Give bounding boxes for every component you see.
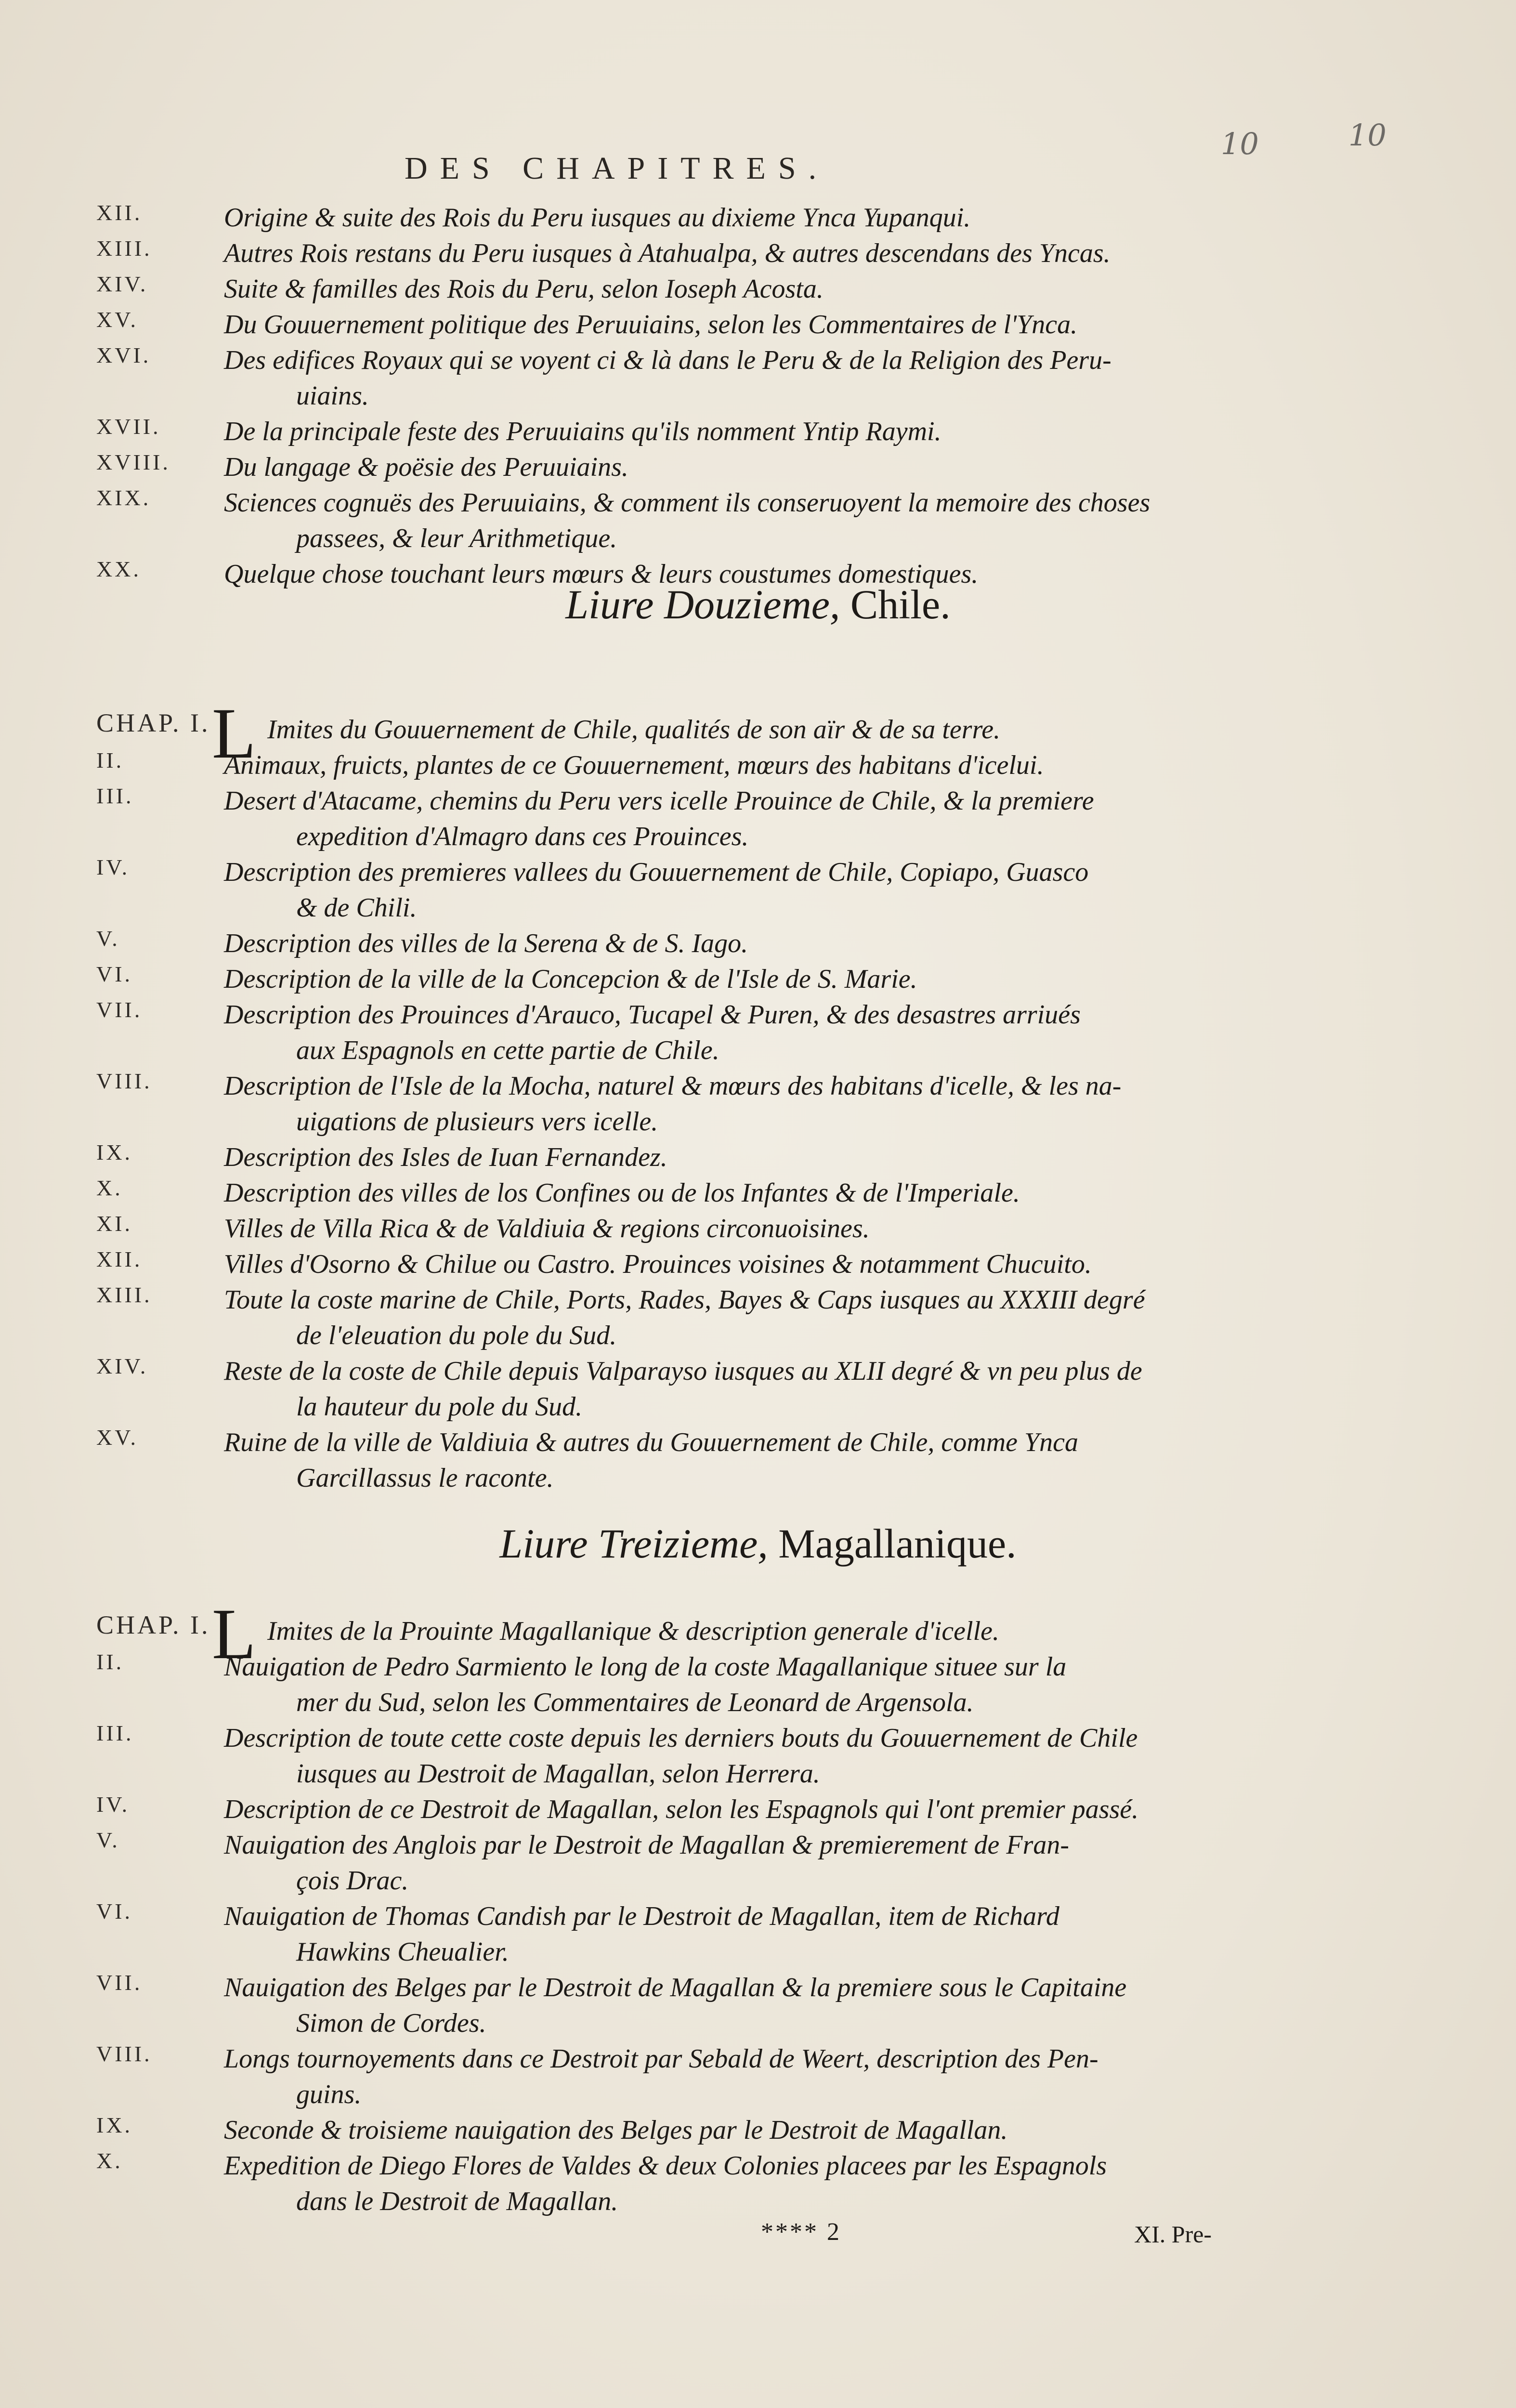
chapter-title-line: Origine & suite des Rois du Peru iusques au dixieme Ynca Yupanqui.	[224, 203, 971, 233]
chapter-title-line: Du langage & poësie des Peruuiains.	[224, 452, 628, 482]
chapter-number: XVII.	[96, 414, 161, 439]
chapter-title-line: Imites du Gouuernement de Chile, qualités de son aïr & de sa terre.	[267, 715, 1001, 745]
chapter-number: VI.	[96, 1899, 133, 1924]
chapter-number: VIII.	[96, 2042, 152, 2066]
chapter-number: VII.	[96, 1970, 143, 1995]
chapter-title-line: Description des premieres vallees du Gouuernement de Chile, Copiapo, Guasco	[224, 857, 1089, 887]
signature-mark: **** 2	[761, 2218, 841, 2246]
chapter-number: XV.	[96, 1425, 139, 1450]
chapter-title	[224, 1211, 1332, 1246]
pencil-folio-mark: 10	[1221, 126, 1259, 161]
chapter-title	[224, 1353, 1332, 1425]
chapter-title	[224, 926, 1332, 961]
chapter-title	[224, 2148, 1332, 2219]
chapter-title	[224, 236, 1332, 271]
chapter-entry	[96, 2112, 1397, 2148]
chapter-title-continuation: expedition d'Almagro dans ces Prouinces.	[296, 822, 749, 851]
book12-place: Chile.	[850, 581, 951, 628]
book13-heading	[0, 1519, 1516, 1568]
chapter-title	[267, 1613, 1375, 1649]
book13-chap-label: CHAP. I.	[96, 1610, 210, 1639]
chapter-title-continuation: Simon de Cordes.	[296, 2008, 486, 2038]
chapter-number: II.	[96, 1649, 124, 1674]
chapter-number: XIV.	[96, 272, 148, 296]
chapter-title-continuation: guins.	[296, 2080, 362, 2109]
chapter-number: XII.	[96, 1247, 143, 1271]
chapter-number: VIII.	[96, 1069, 152, 1093]
chapter-entry	[96, 997, 1397, 1068]
chapter-title-line: Animaux, fruicts, plantes de ce Gouuernement, mœurs des habitans d'icelui.	[224, 750, 1044, 780]
chapter-number: XIII.	[96, 1283, 152, 1307]
chapter-entry	[96, 1827, 1397, 1898]
chapter-title-line: Description des villes de los Confines ou de los Infantes & de l'Imperiale.	[224, 1178, 1020, 1208]
chapter-entry	[96, 1282, 1397, 1353]
chapter-title	[224, 271, 1332, 307]
chapter-title-line: Imites de la Prouinte Magallanique & description generale d'icelle.	[267, 1616, 1000, 1646]
chapter-title-continuation: de l'eleuation du pole du Sud.	[296, 1321, 617, 1350]
chapter-title	[224, 342, 1332, 414]
chapter-title-line: Villes de Villa Rica & de Valdiuia & regions circonuoisines.	[224, 1214, 870, 1243]
chapter-title	[224, 1246, 1332, 1282]
chapter-title-line: Nauigation de Pedro Sarmiento le long de la coste Magallanique situee sur la	[224, 1652, 1067, 1682]
chapter-title	[224, 747, 1332, 783]
chapter-title-continuation: dans le Destroit de Magallan.	[296, 2186, 618, 2216]
book13-title: Liure Treizieme,	[499, 1520, 768, 1567]
chapter-title	[224, 1068, 1332, 1139]
chapter-title-continuation: mer du Sud, selon les Commentaires de Leonard de Argensola.	[296, 1688, 974, 1717]
chapter-title-line: Expedition de Diego Flores de Valdes & deux Colonies placees par les Espagnols	[224, 2151, 1107, 2181]
chapter-list-book13	[96, 1613, 1397, 2219]
chapter-list-book11	[96, 200, 1397, 592]
chapter-title-line: Description de ce Destroit de Magallan, selon les Espagnols qui l'ont premier passé.	[224, 1794, 1139, 1824]
chapter-number: III.	[96, 1721, 134, 1745]
chapter-entry	[96, 854, 1397, 926]
chapter-entry	[96, 1970, 1397, 2041]
book12-drop-initial: L	[212, 694, 256, 773]
chapter-title	[224, 1139, 1332, 1175]
chapter-entry	[96, 783, 1397, 854]
chapter-title	[224, 2041, 1332, 2112]
chapter-title-line: Description de l'Isle de la Mocha, naturel & mœurs des habitans d'icelle, & les na-	[224, 1071, 1122, 1101]
chapter-number: X.	[96, 1176, 123, 1200]
chapter-entry	[96, 1353, 1397, 1425]
chapter-entry	[96, 961, 1397, 997]
chapter-entry	[96, 200, 1397, 236]
chapter-entry	[96, 236, 1397, 271]
chapter-entry	[96, 747, 1397, 783]
page-header-title: DES CHAPITRES.	[405, 151, 829, 186]
pencil-folio-mark: 10	[1348, 118, 1386, 153]
chapter-title-line: Reste de la coste de Chile depuis Valparayso iusques au XLII degré & vn peu plus de	[224, 1356, 1142, 1386]
chapter-title	[224, 1720, 1332, 1792]
chapter-entry	[96, 1649, 1397, 1720]
chapter-title	[224, 1425, 1332, 1496]
chapter-title-continuation: la hauteur du pole du Sud.	[296, 1392, 583, 1422]
chapter-list-book12	[96, 712, 1397, 1496]
chapter-entry	[96, 414, 1397, 449]
chapter-title	[224, 1898, 1332, 1970]
catchword: XI. Pre-	[1134, 2221, 1212, 2248]
chapter-number: III.	[96, 784, 134, 808]
chapter-entry	[96, 2148, 1397, 2219]
chapter-number: IV.	[96, 1792, 130, 1817]
chapter-title-line: Villes d'Osorno & Chilue ou Castro. Prouinces voisines & notamment Chucuito.	[224, 1249, 1092, 1279]
chapter-number: IV.	[96, 855, 130, 879]
chapter-entry	[96, 712, 1397, 747]
chapter-title-continuation: & de Chili.	[296, 893, 417, 923]
chapter-title	[224, 997, 1332, 1068]
chapter-title	[224, 1282, 1332, 1353]
chapter-title-continuation: uiains.	[296, 381, 369, 411]
chapter-title	[224, 1649, 1332, 1720]
chapter-entry	[96, 1898, 1397, 1970]
chapter-title	[224, 414, 1332, 449]
chapter-entry	[96, 2041, 1397, 2112]
chapter-entry	[96, 1792, 1397, 1827]
chapter-entry	[96, 1175, 1397, 1211]
chapter-title-line: De la principale feste des Peruuiains qu'ils nomment Yntip Raymi.	[224, 417, 941, 446]
chapter-number: XI.	[96, 1211, 133, 1236]
chapter-title-line: Nauigation des Belges par le Destroit de Magallan & la premiere sous le Capitaine	[224, 1973, 1127, 2002]
chapter-entry	[96, 1425, 1397, 1496]
chapter-number: V.	[96, 1828, 120, 1852]
chapter-number: X.	[96, 2148, 123, 2173]
chapter-number: XIX.	[96, 485, 151, 510]
chapter-title	[224, 783, 1332, 854]
chapter-number: XVI.	[96, 343, 151, 367]
chapter-title	[224, 1970, 1332, 2041]
book12-chap-label: CHAP. I.	[96, 708, 210, 737]
book12-title: Liure Douzieme,	[565, 581, 840, 628]
chapter-title-line: Des edifices Royaux qui se voyent ci & là dans le Peru & de la Religion des Peru-	[224, 345, 1111, 375]
chapter-title-line: Toute la coste marine de Chile, Ports, Rades, Bayes & Caps iusques au XXXIII degré	[224, 1285, 1145, 1315]
chapter-title-line: Autres Rois restans du Peru iusques à Atahualpa, & autres descendans des Yncas.	[224, 238, 1111, 268]
chapter-title-line: Seconde & troisieme nauigation des Belges par le Destroit de Magallan.	[224, 2115, 1008, 2145]
chapter-title	[224, 1175, 1332, 1211]
chapter-title-line: Du Gouuernement politique des Peruuiains, selon les Commentaires de l'Ynca.	[224, 310, 1078, 340]
chapter-title-continuation: uigations de plusieurs vers icelle.	[296, 1107, 658, 1137]
book12-heading	[0, 580, 1516, 628]
chapter-entry	[96, 449, 1397, 485]
chapter-number: XIII.	[96, 236, 152, 261]
chapter-title-line: Suite & familles des Rois du Peru, selon Ioseph Acosta.	[224, 274, 823, 304]
chapter-title	[224, 961, 1332, 997]
chapter-title-line: Description des Prouinces d'Arauco, Tucapel & Puren, & des desastres arriués	[224, 1000, 1081, 1030]
chapter-title-line: Longs tournoyements dans ce Destroit par Sebald de Weert, description des Pen-	[224, 2044, 1098, 2074]
chapter-number: VI.	[96, 962, 133, 986]
chapter-number: XV.	[96, 307, 139, 332]
chapter-number: XVIII.	[96, 450, 170, 474]
chapter-title-line: Description des Isles de Iuan Fernandez.	[224, 1142, 667, 1172]
chapter-title-line: Desert d'Atacame, chemins du Peru vers icelle Prouince de Chile, & la premiere	[224, 786, 1094, 816]
chapter-title-line: Nauigation de Thomas Candish par le Destroit de Magallan, item de Richard	[224, 1901, 1059, 1931]
chapter-title-line: Nauigation des Anglois par le Destroit de Magallan & premierement de Fran-	[224, 1830, 1070, 1860]
chapter-title	[267, 712, 1375, 747]
chapter-number: V.	[96, 926, 120, 951]
chapter-title	[224, 307, 1332, 342]
chapter-number: IX.	[96, 1140, 133, 1165]
chapter-number: XX.	[96, 557, 141, 581]
chapter-title-continuation: Hawkins Cheualier.	[296, 1937, 509, 1967]
chapter-title	[224, 1792, 1332, 1827]
chapter-entry	[96, 926, 1397, 961]
chapter-title	[224, 449, 1332, 485]
chapter-title-line: Description des villes de la Serena & de S. Iago.	[224, 929, 748, 958]
chapter-title-continuation: aux Espagnols en cette partie de Chile.	[296, 1035, 719, 1065]
chapter-entry	[96, 1720, 1397, 1792]
chapter-number: II.	[96, 748, 124, 772]
chapter-number: XIV.	[96, 1354, 148, 1378]
chapter-title-continuation: çois Drac.	[296, 1866, 409, 1896]
chapter-title-line: Sciences cognuës des Peruuiains, & comment ils conseruoyent la memoire des choses	[224, 488, 1150, 518]
book13-place: Magallanique.	[778, 1520, 1017, 1567]
chapter-title-continuation: passees, & leur Arithmetique.	[296, 523, 617, 553]
chapter-entry	[96, 342, 1397, 414]
chapter-number: IX.	[96, 2113, 133, 2137]
chapter-entry	[96, 271, 1397, 307]
chapter-entry	[96, 1246, 1397, 1282]
chapter-title-line: Description de toute cette coste depuis les derniers bouts du Gouuernement de Chile	[224, 1723, 1138, 1753]
chapter-entry	[96, 1211, 1397, 1246]
chapter-title	[224, 485, 1332, 556]
chapter-title-continuation: Garcillassus le raconte.	[296, 1463, 554, 1493]
chapter-title-line: Quelque chose touchant leurs mœurs & leurs coustumes domestiques.	[224, 559, 979, 589]
chapter-entry	[96, 1139, 1397, 1175]
chapter-title	[224, 1827, 1332, 1898]
chapter-entry	[96, 307, 1397, 342]
chapter-title-line: Description de la ville de la Concepcion & de l'Isle de S. Marie.	[224, 964, 917, 994]
chapter-entry	[96, 485, 1397, 556]
chapter-title	[224, 2112, 1332, 2148]
chapter-entry	[96, 1613, 1397, 1649]
book13-drop-initial: L	[212, 1594, 256, 1674]
chapter-entry	[96, 1068, 1397, 1139]
chapter-title-continuation: iusques au Destroit de Magallan, selon Herrera.	[296, 1759, 820, 1789]
chapter-title	[224, 854, 1332, 926]
chapter-title	[224, 200, 1332, 236]
chapter-number: XII.	[96, 200, 143, 225]
chapter-title-line: Ruine de la ville de Valdiuia & autres du Gouuernement de Chile, comme Ynca	[224, 1427, 1079, 1457]
chapter-number: VII.	[96, 997, 143, 1022]
